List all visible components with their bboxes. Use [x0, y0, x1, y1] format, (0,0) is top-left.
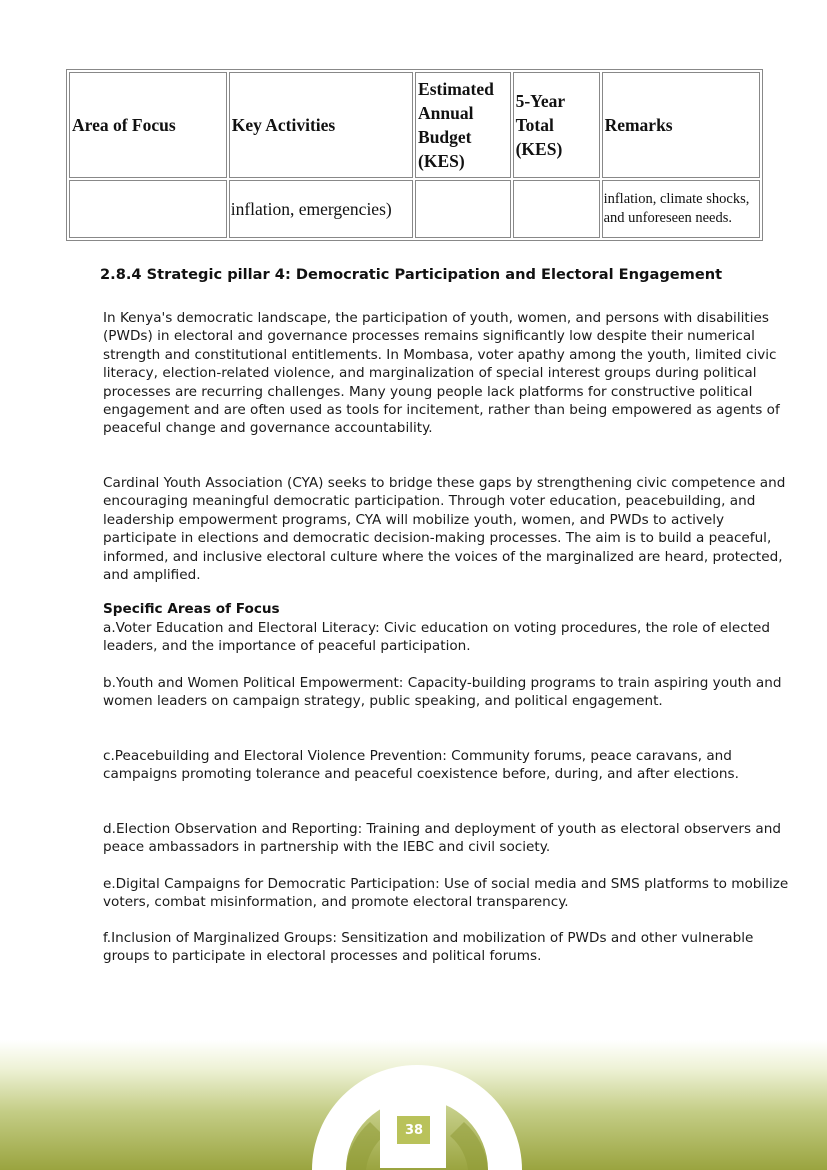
- header-estimated-budget: Estimated Annual Budget (KES): [415, 72, 511, 178]
- header-five-year-total: 5-Year Total (KES): [513, 72, 600, 178]
- table-row: [69, 180, 760, 238]
- page-footer-band: [0, 1040, 827, 1170]
- body-paragraph-1: In Kenya's democratic landscape, the participation of youth, women, and persons with disabilities (PWDs) in electoral and governance processes remains significantly low despite their numerical strength and constitutional entitlements. In Mombasa, voter apathy among the youth, limited civic literacy, election-related violence, and marginalization of special interest groups during political processes are recurring challenges. Many young people lack platforms for constructive political engagement and are often used as tools for incitement, rather than being empowered as agents of peaceful change and governance accountability.: [103, 310, 780, 437]
- cell-area: [69, 180, 227, 238]
- budget-table: [66, 69, 763, 241]
- focus-item-f: f.Inclusion of Marginalized Groups: Sensitization and mobilization of PWDs and other vulnerable groups to participate in electoral processes and political forums.: [103, 930, 754, 965]
- header-key-activities: Key Activities: [229, 72, 413, 178]
- header-area-of-focus: Area of Focus: [69, 72, 227, 178]
- cell-remarks: inflation, climate shocks, and unforeseen needs.: [602, 180, 760, 238]
- budget-table-container: [66, 69, 763, 241]
- focus-item-a: a.Voter Education and Electoral Literacy: Civic education on voting procedures, the role of elected leaders, and the importance of peaceful participation.: [103, 620, 771, 655]
- page-number: 38: [404, 1123, 424, 1138]
- header-remarks: Remarks: [602, 72, 760, 178]
- section-heading: 2.8.4 Strategic pillar 4: Democratic Participation and Electoral Engagement: [100, 266, 723, 283]
- focus-item-d: d.Election Observation and Reporting: Training and deployment of youth as electoral observers and peace ambassadors in partnership with the IEBC and civil society.: [103, 821, 781, 856]
- footer-emblem-icon: [0, 1040, 827, 1170]
- focus-item-e: e.Digital Campaigns for Democratic Participation: Use of social media and SMS platforms to mobilize voters, combat misinformation, and promote electoral transparency.: [103, 876, 789, 911]
- cell-total: [513, 180, 600, 238]
- focus-item-c: c.Peacebuilding and Electoral Violence Prevention: Community forums, peace caravans, and campaigns promoting tolerance and peaceful coexistence before, during, and after elections.: [103, 748, 739, 783]
- cell-activities: inflation, emergencies): [229, 180, 413, 238]
- body-paragraph-2: Cardinal Youth Association (CYA) seeks to bridge these gaps by strengthening civic competence and encouraging meaningful democratic participation. Through voter education, peacebuilding, and leadership empowerment programs, CYA will mobilize youth, women, and PWDs to actively participate in elections and democratic decision-making processes. The aim is to build a peaceful, informed, and inclusive electoral culture where the voices of the marginalized are heard, protected, and amplified.: [103, 475, 786, 584]
- focus-areas-title: Specific Areas of Focus: [103, 601, 280, 617]
- table-header-row: [69, 72, 760, 178]
- cell-budget: [415, 180, 511, 238]
- focus-item-b: b.Youth and Women Political Empowerment: Capacity-building programs to train aspiring youth and women leaders on campaign strategy, public speaking, and political engagement.: [103, 675, 782, 710]
